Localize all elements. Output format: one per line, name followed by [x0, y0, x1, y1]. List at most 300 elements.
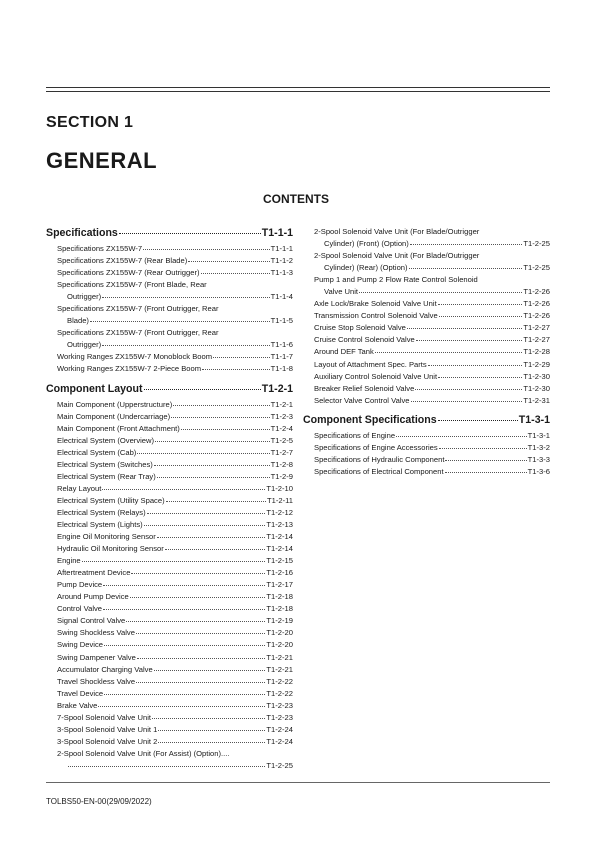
- toc-entry-page: T1-2-4: [270, 423, 293, 433]
- toc-entry-title: 2-Spool Solenoid Valve Unit (For Blade/Outrigger: [314, 251, 480, 261]
- toc-dot-leader: [188, 261, 269, 262]
- toc-entry-page: T1-3-2: [527, 442, 550, 452]
- toc-entry-page: T1-2-21: [266, 664, 293, 674]
- toc-entry-page: T1-2-23: [266, 712, 293, 722]
- toc-entry-page: T1-1-4: [270, 292, 293, 302]
- toc-entry-title-cont: Outrigger): [67, 340, 102, 350]
- toc-entry-line-cont: [314, 262, 550, 274]
- toc-entry-line-cont: [57, 291, 293, 303]
- toc-entry-page: T1-2-18: [266, 592, 293, 602]
- toc-entry-line: [314, 359, 550, 371]
- toc-entry-line: [57, 639, 293, 651]
- toc-entry-title-cont: Valve Unit: [324, 287, 359, 297]
- toc-entry-line: [57, 327, 293, 339]
- toc-dot-leader: [102, 345, 269, 346]
- toc-entry-page: T1-2-11: [266, 495, 293, 505]
- toc-heading-title: Component Layout: [46, 382, 143, 395]
- toc-entry-title: Auxiliary Control Solenoid Valve Unit: [314, 371, 438, 381]
- toc-entry[interactable]: [46, 279, 293, 303]
- toc-entry-title: Cruise Stop Solenoid Valve: [314, 323, 406, 333]
- toc-entry-line: [57, 303, 293, 315]
- toc-entry-page: T1-2-7: [270, 447, 293, 457]
- toc-entry-line: [57, 579, 293, 591]
- toc-entry-line: [57, 603, 293, 615]
- toc-dot-leader: [137, 658, 266, 659]
- toc-entry-title: 2-Spool Solenoid Valve Unit (For Blade/Outrigger: [314, 227, 480, 236]
- toc-right-column: [303, 226, 550, 478]
- toc-dot-leader: [158, 730, 265, 731]
- toc-entry-line: [57, 447, 293, 459]
- toc-entry[interactable]: [46, 639, 293, 651]
- toc-dot-leader: [102, 489, 265, 490]
- toc-entry-page: T1-3-6: [527, 466, 550, 476]
- toc-entry-line: [57, 748, 293, 760]
- toc-entry-title: Specifications of Engine: [314, 430, 396, 440]
- toc-dot-leader: [98, 706, 265, 707]
- toc-dot-leader: [102, 297, 269, 298]
- toc-heading-page: T1-1-1: [261, 227, 293, 239]
- toc-entry-page: T1-2-22: [266, 688, 293, 698]
- toc-entry-line-cont: [314, 238, 550, 250]
- toc-entry-line: [57, 507, 293, 519]
- toc-entry-title: Electrical System (Switches): [57, 459, 153, 469]
- toc-entry-page: T1-2-3: [270, 411, 293, 421]
- toc-entry-title: Main Component (Upperstructure): [57, 399, 173, 409]
- toc-entry-line: [314, 395, 550, 407]
- toc-entry[interactable]: [303, 250, 550, 274]
- toc-entry-title: Specifications ZX155W-7 (Front Outrigger, Rear: [57, 304, 219, 314]
- toc-section-heading[interactable]: [46, 382, 293, 396]
- toc-entry-line: [314, 466, 550, 478]
- toc-entry-title: Main Component (Front Attachment): [57, 423, 180, 433]
- toc-dot-leader: [104, 645, 265, 646]
- toc-entry-line: [57, 483, 293, 495]
- toc-entry[interactable]: [46, 303, 293, 327]
- toc-entry[interactable]: [303, 334, 550, 346]
- toc-entry[interactable]: [46, 423, 293, 435]
- toc-entry-line: [57, 255, 293, 267]
- toc-entry-line: [314, 383, 550, 395]
- toc-entry[interactable]: [46, 459, 293, 471]
- toc-dot-leader: [416, 340, 523, 341]
- toc-entry-line: [57, 495, 293, 507]
- toc-entry-page: T1-1-1: [270, 244, 293, 253]
- toc-dot-leader: [359, 292, 522, 293]
- toc-entry[interactable]: [46, 363, 293, 375]
- toc-entry-line: [57, 471, 293, 483]
- toc-dot-leader: [165, 549, 266, 550]
- toc-entry-page: T1-2-17: [266, 580, 293, 590]
- toc-entry-title: 7-Spool Solenoid Valve Unit: [57, 712, 151, 722]
- toc-entry-line: [57, 411, 293, 423]
- toc-dot-leader: [445, 460, 526, 461]
- toc-entry-line: [57, 279, 293, 291]
- toc-entry-title-cont: Cylinder) (Rear) (Option): [324, 263, 408, 273]
- toc-dot-leader: [103, 609, 265, 610]
- toc-entry-line: [314, 250, 550, 262]
- toc-entry-title: Specifications of Hydraulic Component: [314, 454, 445, 464]
- toc-entry[interactable]: [46, 567, 293, 579]
- toc-entry-line: [57, 712, 293, 724]
- toc-entry[interactable]: [46, 615, 293, 627]
- toc-entry-title: Electrical System (Overview): [57, 435, 155, 445]
- toc-entry-title: Engine Oil Monitoring Sensor: [57, 532, 156, 542]
- toc-entry-line: [57, 423, 293, 435]
- toc-entry[interactable]: [303, 371, 550, 383]
- toc-entry-line: [57, 267, 293, 279]
- toc-entry-page: T1-2-30: [523, 383, 550, 393]
- toc-entry[interactable]: [46, 255, 293, 267]
- toc-entry-line: [57, 724, 293, 736]
- toc-entry-line: [57, 519, 293, 531]
- toc-entry[interactable]: [46, 736, 293, 748]
- toc-entry-title: Cruise Control Solenoid Valve: [314, 335, 415, 345]
- toc-entry-line-cont: [314, 286, 550, 298]
- toc-left-column: [46, 226, 293, 772]
- toc-dot-leader: [68, 766, 265, 767]
- toc-dot-leader: [137, 453, 269, 454]
- toc-entry-title: Specifications ZX155W-7: [57, 244, 143, 253]
- toc-dot-leader: [213, 357, 270, 358]
- toc-entry[interactable]: [46, 243, 293, 255]
- toc-entry-line: [314, 442, 550, 454]
- toc-entry[interactable]: [46, 555, 293, 567]
- toc-entry-line: [57, 351, 293, 363]
- toc-entry-title: Electrical System (Relays): [57, 507, 146, 517]
- toc-entry-page: T1-2-10: [266, 483, 293, 493]
- toc-entry-title-cont: Blade): [67, 316, 89, 326]
- toc-entry-line: [57, 591, 293, 603]
- toc-entry-line: [57, 399, 293, 411]
- toc-entry[interactable]: [46, 688, 293, 700]
- toc-entry-title: Specifications of Electrical Component: [314, 466, 444, 476]
- toc-entry-line: [57, 652, 293, 664]
- footer-doc-id: TOLBS50-EN-00(29/09/2022): [46, 797, 152, 806]
- toc-dot-leader: [438, 377, 522, 378]
- toc-entry-line: [57, 736, 293, 748]
- toc-dot-leader: [438, 420, 518, 421]
- toc-dot-leader: [171, 417, 270, 418]
- toc-entry-title: 2-Spool Solenoid Valve Unit (For Assist) (Option)....: [57, 748, 230, 758]
- toc-dot-leader: [445, 472, 527, 473]
- toc-dot-leader: [147, 513, 266, 514]
- toc-entry-title: Transmission Control Solenoid Valve: [314, 311, 438, 321]
- toc-dot-leader: [407, 328, 523, 329]
- toc-entry[interactable]: [46, 447, 293, 459]
- toc-entry[interactable]: [303, 310, 550, 322]
- toc-dot-leader: [144, 525, 266, 526]
- toc-dot-leader: [439, 448, 527, 449]
- toc-entry-line: [314, 274, 550, 286]
- toc-entry-line: [57, 459, 293, 471]
- toc-entry-page: T1-2-18: [266, 604, 293, 614]
- toc-entry-line: [57, 688, 293, 700]
- toc-entry-title: Specifications of Engine Accessories: [314, 442, 438, 452]
- toc-entry-title: Electrical System (Lights): [57, 519, 143, 529]
- toc-entry-page: T1-2-22: [266, 676, 293, 686]
- section-label: SECTION 1: [46, 114, 134, 131]
- toc-entry[interactable]: [303, 466, 550, 478]
- toc-entry-title: 3-Spool Solenoid Valve Unit 2: [57, 736, 158, 746]
- toc-dot-leader: [438, 304, 523, 305]
- toc-dot-leader: [144, 389, 261, 390]
- toc-dot-leader: [90, 321, 270, 322]
- toc-entry-title-cont: Cylinder) (Front) (Option): [324, 239, 409, 249]
- toc-entry-line: [57, 555, 293, 567]
- toc-entry[interactable]: [46, 519, 293, 531]
- toc-entry-page: T1-2-23: [266, 700, 293, 710]
- toc-entry[interactable]: [46, 483, 293, 495]
- toc-entry-line: [314, 346, 550, 358]
- toc-entry-title: Electrical System (Cab): [57, 447, 137, 457]
- toc-entry-page: T1-2-14: [266, 532, 293, 542]
- toc-dot-leader: [166, 501, 266, 502]
- toc-entry-title: Signal Control Valve: [57, 616, 126, 626]
- toc-entry-page: T1-3-1: [527, 430, 550, 440]
- toc-entry-title: Axle Lock/Brake Solenoid Valve Unit: [314, 299, 437, 309]
- toc-entry-title: Electrical System (Utility Space): [57, 495, 165, 505]
- toc-dot-leader: [152, 718, 265, 719]
- toc-heading-page: T1-3-1: [518, 413, 550, 426]
- toc-entry[interactable]: [303, 298, 550, 310]
- toc-entry-line: [314, 454, 550, 466]
- toc-entry-page: T1-2-27: [523, 335, 550, 345]
- toc-dot-leader: [103, 585, 265, 586]
- toc-entry[interactable]: [46, 579, 293, 591]
- toc-entry-title: Aftertreatment Device: [57, 568, 131, 578]
- toc-entry-page: T1-2-30: [523, 371, 550, 381]
- toc-entry-page: T1-1-6: [270, 340, 293, 350]
- toc-entry-page: T1-2-25: [523, 239, 550, 249]
- toc-entry-line: [57, 543, 293, 555]
- toc-dot-leader: [375, 352, 523, 353]
- toc-entry[interactable]: [303, 430, 550, 442]
- toc-entry[interactable]: [303, 454, 550, 466]
- toc-entry-page: T1-1-7: [270, 352, 293, 362]
- toc-dot-leader: [82, 561, 266, 562]
- toc-entry-page: T1-2-27: [523, 323, 550, 333]
- contents-title: CONTENTS: [263, 192, 329, 206]
- toc-entry-title: Specifications ZX155W-7 (Front Blade, Rear: [57, 280, 207, 290]
- toc-entry-title-cont: Outrigger): [67, 292, 102, 302]
- toc-entry[interactable]: [46, 267, 293, 279]
- toc-entry-line: [314, 371, 550, 383]
- toc-entry-title: Specifications ZX155W-7 (Rear Blade): [57, 256, 188, 266]
- toc-entry[interactable]: [46, 712, 293, 724]
- toc-entry-page: T1-2-26: [523, 311, 550, 321]
- toc-dot-leader: [202, 369, 270, 370]
- toc-entry-page: T1-2-15: [266, 556, 293, 566]
- toc-entry-title: Selector Valve Control Valve: [314, 395, 410, 405]
- toc-entry-title: Engine: [57, 556, 81, 566]
- toc-entry-title: Swing Shockless Valve: [57, 628, 135, 638]
- toc-entry-line-cont: [57, 339, 293, 351]
- toc-entry-title: Breaker Relief Solenoid Valve: [314, 383, 415, 393]
- toc-entry[interactable]: [46, 627, 293, 639]
- toc-entry[interactable]: [303, 395, 550, 407]
- toc-entry[interactable]: [46, 495, 293, 507]
- toc-entry-title: Working Ranges ZX155W-7 Monoblock Boom: [57, 352, 213, 362]
- toc-entry-line: [314, 430, 550, 442]
- toc-entry-page: T1-2-1: [270, 399, 293, 409]
- toc-entry[interactable]: [46, 399, 293, 411]
- toc-entry-page: T1-2-13: [266, 519, 293, 529]
- toc-entry[interactable]: [303, 359, 550, 371]
- toc-entry-title: Pump Device: [57, 580, 103, 590]
- toc-entry-title: Around Pump Device: [57, 592, 129, 602]
- toc-entry-title: Swing Device: [57, 640, 104, 650]
- toc-entry[interactable]: [46, 724, 293, 736]
- section-title: GENERAL: [46, 148, 158, 173]
- toc-entry-page: T1-2-25: [523, 263, 550, 273]
- toc-entry-page: T1-2-29: [523, 359, 550, 369]
- toc-dot-leader: [415, 389, 522, 390]
- toc-dot-leader: [155, 441, 270, 442]
- toc-entry-page: T1-2-24: [266, 724, 293, 734]
- toc-dot-leader: [411, 401, 523, 402]
- toc-entry-line: [57, 627, 293, 639]
- toc-entry-title: Control Valve: [57, 604, 103, 614]
- toc-entry-title: Brake Valve: [57, 700, 98, 710]
- toc-entry-line: [57, 531, 293, 543]
- toc-heading-page: T1-2-1: [261, 382, 293, 395]
- toc-entry-page: T1-2-25: [266, 760, 293, 770]
- toc-entry[interactable]: [46, 351, 293, 363]
- toc-entry-page: T1-1-5: [270, 316, 293, 326]
- toc-entry-line: [57, 435, 293, 447]
- toc-entry-line: [57, 243, 293, 255]
- toc-entry[interactable]: [46, 700, 293, 712]
- toc-entry-title: Specifications ZX155W-7 (Rear Outrigger): [57, 268, 200, 278]
- toc-entry-page: T1-2-20: [266, 628, 293, 638]
- toc-entry-page: T1-2-14: [266, 544, 293, 554]
- toc-entry[interactable]: [46, 748, 293, 772]
- toc-entry-title: Pump 1 and Pump 2 Flow Rate Control Solenoid: [314, 275, 478, 285]
- toc-dot-leader: [131, 573, 265, 574]
- toc-entry-title: Hydraulic Oil Monitoring Sensor: [57, 544, 164, 554]
- toc-entry-page: T1-1-3: [270, 268, 293, 278]
- toc-entry-page: T1-2-19: [266, 616, 293, 626]
- toc-dot-leader: [439, 316, 523, 317]
- toc-entry[interactable]: [46, 603, 293, 615]
- toc-entry-title: Electrical System (Rear Tray): [57, 471, 156, 481]
- toc-entry-line: [314, 226, 550, 238]
- toc-heading-title: Component Specifications: [303, 413, 437, 426]
- toc-entry-page: T1-1-8: [270, 364, 293, 374]
- toc-entry-page: T1-2-20: [266, 640, 293, 650]
- toc-entry-title: Travel Shockless Valve: [57, 676, 136, 686]
- toc-entry-page: T1-2-26: [523, 287, 550, 297]
- toc-entry-line: [314, 298, 550, 310]
- toc-entry[interactable]: [303, 226, 550, 250]
- toc-entry-title: Around DEF Tank: [314, 347, 374, 357]
- toc-entry-page: T1-3-3: [527, 454, 550, 464]
- toc-dot-leader: [126, 621, 265, 622]
- toc-dot-leader: [119, 233, 261, 234]
- toc-dot-leader: [154, 670, 266, 671]
- toc-entry[interactable]: [46, 652, 293, 664]
- toc-dot-leader: [173, 405, 269, 406]
- toc-entry-page: T1-2-9: [270, 471, 293, 481]
- toc-entry[interactable]: [303, 442, 550, 454]
- toc-entry[interactable]: [46, 591, 293, 603]
- toc-entry-title: 3-Spool Solenoid Valve Unit 1: [57, 724, 158, 734]
- toc-dot-leader: [181, 429, 270, 430]
- toc-entry-line: [314, 310, 550, 322]
- toc-entry[interactable]: [303, 383, 550, 395]
- toc-dot-leader: [158, 742, 265, 743]
- toc-entry-page: T1-2-31: [523, 395, 550, 405]
- toc-entry-line: [57, 567, 293, 579]
- toc-entry-page: T1-2-12: [266, 507, 293, 517]
- toc-dot-leader: [154, 465, 270, 466]
- toc-dot-leader: [130, 597, 266, 598]
- toc-entry-line: [314, 322, 550, 334]
- toc-entry[interactable]: [46, 471, 293, 483]
- toc-entry[interactable]: [303, 322, 550, 334]
- toc-entry-page: T1-2-5: [270, 435, 293, 445]
- toc-entry-page: T1-2-21: [266, 652, 293, 662]
- toc-entry-title: Swing Dampener Valve: [57, 652, 136, 662]
- toc-entry-title: Main Component (Undercarriage): [57, 411, 171, 421]
- toc-dot-leader: [157, 537, 266, 538]
- toc-section-heading[interactable]: [46, 226, 293, 240]
- toc-dot-leader: [201, 273, 270, 274]
- toc-entry[interactable]: [46, 435, 293, 447]
- toc-entry-line: [57, 664, 293, 676]
- toc-entry-line: [57, 676, 293, 688]
- toc-entry-line-cont: [57, 315, 293, 327]
- toc-entry[interactable]: [46, 676, 293, 688]
- toc-dot-leader: [157, 477, 270, 478]
- toc-entry[interactable]: [46, 531, 293, 543]
- toc-entry-title: Layout of Attachment Spec. Parts: [314, 359, 427, 369]
- toc-entry[interactable]: [46, 507, 293, 519]
- toc-entry-title: Specifications ZX155W-7 (Front Outrigger, Rear: [57, 328, 219, 338]
- toc-dot-leader: [136, 633, 265, 634]
- toc-dot-leader: [410, 244, 523, 245]
- toc-entry-page: T1-1-2: [270, 256, 293, 266]
- toc-entry-line: [57, 363, 293, 375]
- header-rule-top: [46, 87, 550, 88]
- toc-entry[interactable]: [303, 346, 550, 358]
- header-rule-bottom: [46, 91, 550, 92]
- toc-dot-leader: [409, 268, 523, 269]
- toc-entry-line: [57, 615, 293, 627]
- toc-dot-leader: [428, 365, 523, 366]
- toc-entry[interactable]: [46, 327, 293, 351]
- toc-entry-line-cont: [57, 760, 293, 772]
- toc-entry[interactable]: [303, 274, 550, 298]
- toc-entry[interactable]: [46, 664, 293, 676]
- toc-entry-title: Working Ranges ZX155W-7 2-Piece Boom: [57, 364, 202, 374]
- toc-entry[interactable]: [46, 543, 293, 555]
- toc-entry-title: Travel Device: [57, 688, 104, 698]
- toc-dot-leader: [143, 249, 270, 250]
- toc-dot-leader: [136, 682, 265, 683]
- toc-entry[interactable]: [46, 411, 293, 423]
- toc-entry-page: T1-2-16: [266, 568, 293, 578]
- toc-entry-page: T1-2-26: [523, 299, 550, 309]
- toc-entry-page: T1-2-8: [270, 459, 293, 469]
- toc-entry-page: T1-2-28: [523, 347, 550, 357]
- toc-heading-title: Specifications: [46, 227, 118, 239]
- toc-entry-title: Accumulator Charging Valve: [57, 664, 153, 674]
- footer-rule: [46, 782, 550, 783]
- toc-entry-page: T1-2-24: [266, 736, 293, 746]
- toc-entry-line: [314, 334, 550, 346]
- toc-section-heading[interactable]: [303, 413, 550, 427]
